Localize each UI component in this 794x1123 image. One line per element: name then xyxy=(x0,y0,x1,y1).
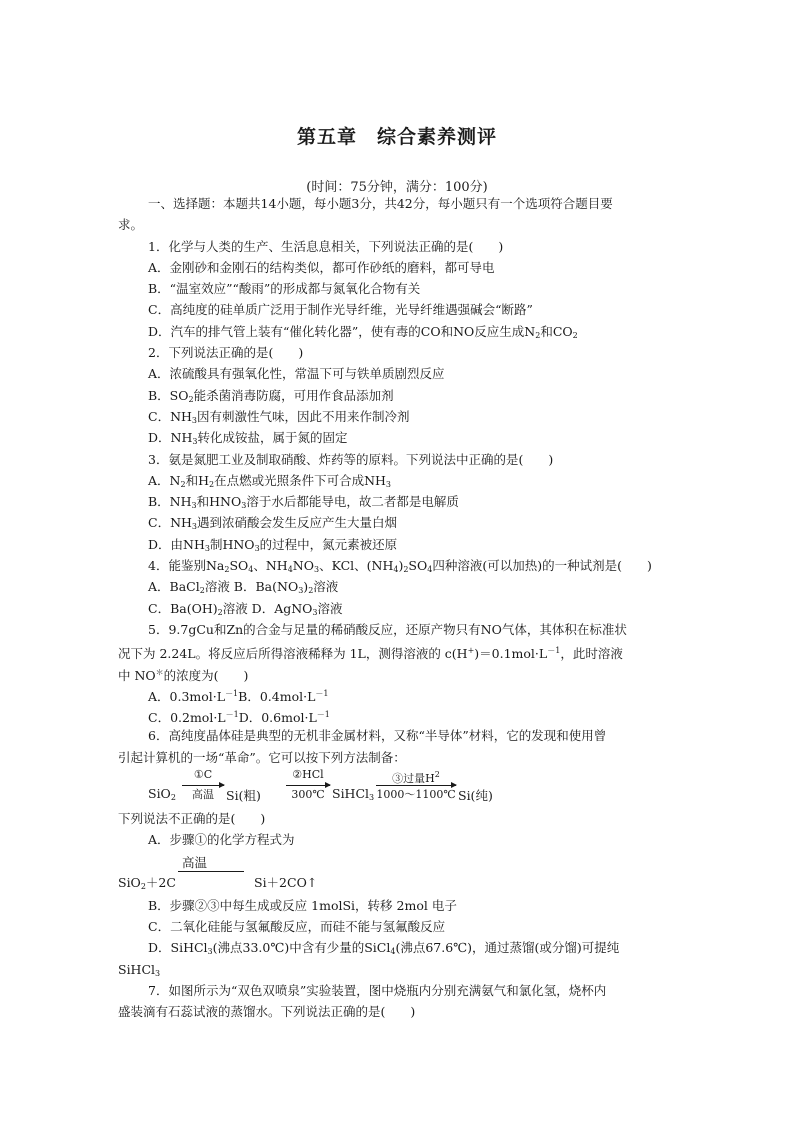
question-body xyxy=(118,193,678,1022)
equation-condition: 高温 xyxy=(182,854,208,870)
equation-right: Si＋2CO↑ xyxy=(254,874,318,890)
question-1-stem: 1．化学与人类的生产、生活息息相关，下列说法正确的是( ) xyxy=(148,238,504,254)
q2-option-d: D．$NH_3$转化成铵盐，属于氮的固定 xyxy=(148,430,348,447)
reaction-chain xyxy=(118,768,678,808)
equation-left: SiO$_2$＋2C xyxy=(118,874,176,891)
q1-option-d: D．汽车的排气管上装有“催化转化器”，使有毒的CO和NO反应生成$N_2$和$CO_2$ xyxy=(148,323,578,340)
chain-si-pure: Si(纯) xyxy=(458,788,493,804)
q2-option-c: C．$NH_3$因有刺激性气味，因此不用来作制冷剂 xyxy=(148,408,410,425)
q3-option-a: A．$N_2$和$H_2$在点燃或光照条件下可合成$NH_3$ xyxy=(148,472,391,489)
q6-option-a: A．步骤①的化学方程式为 xyxy=(148,832,295,848)
chain-sio2: SiO$_2$ xyxy=(148,786,176,803)
q1-option-b: B．“温室效应”“酸雨”的形成都与氮氧化合物有关 xyxy=(148,281,421,297)
question-4-stem: 4．能鉴别$Na_2SO_4$、$NH_4NO_3$、KCl、$(NH_4)_2SO_4$四种溶液(可以加热)的一种试剂是( ) xyxy=(148,558,652,575)
question-5-stem: 5．9.7gCu和Zn的合金与足量的稀硝酸反应，还原产物只有NO气体，其体积在标准状 xyxy=(148,621,627,637)
step1-equation xyxy=(118,851,678,895)
q5-options-ab: A．$0.3mol\cdot L^{-1}B$．$0.4mol\cdot L^{-1}$ xyxy=(148,688,329,704)
question-7-stem: 7．如图所示为“双色双喷泉”实验装置，图中烧瓶内分别充满氨气和氯化氢，烧杯内 xyxy=(148,982,607,998)
q1-option-c: C．高纯度的硅单质广泛用于制作光导纤维，光导纤维遇强碱会“断路” xyxy=(148,302,533,318)
chain-sihcl3: SiHCl$_3$ xyxy=(332,786,375,803)
chain-arrow-3: ③过量$H^2$ 1000～1100℃ xyxy=(376,770,456,802)
question-2-stem: 2．下列说法正确的是( ) xyxy=(148,345,304,361)
q6-option-b: B．步骤②③中每生成或反应 1molSi，转移 2mol 电子 xyxy=(148,897,457,913)
page-title: 第五章 综合素养测评 xyxy=(296,126,497,148)
q2-option-b: B．$SO_2$能杀菌消毒防腐，可用作食品添加剂 xyxy=(148,387,394,404)
q6-option-c: C．二氧化硅能与氢氟酸反应，而硅不能与氢氟酸反应 xyxy=(148,918,446,934)
q6-option-d-cont: SiHCl$_3$ xyxy=(118,961,161,978)
section-heading-cont: 求。 xyxy=(118,217,144,233)
section-heading: 一、选择题：本题共14小题，每小题3分，共42分，每小题只有一个选项符合题目要 xyxy=(148,196,613,211)
equation-bar xyxy=(178,871,244,872)
q4-options-ab: A．BaCl$_2$溶液 B．$Ba(NO_3)_2$溶液 xyxy=(148,579,339,596)
q1-option-a: A．金刚砂和金刚石的结构类似，都可作砂纸的磨料，都可导电 xyxy=(148,259,495,275)
question-3-stem: 3．氨是氮肥工业及制取硝酸、炸药等的原料。下列说法中正确的是( ) xyxy=(148,451,554,467)
q5-options-cd: C．$0.2mol\cdot L^{-1}D$．$0.6mol\cdot L^{-1}$ xyxy=(148,710,330,726)
chain-arrow-2: ②HCl 300℃ xyxy=(286,768,330,802)
exam-info: (时间：75分钟，满分：100分) xyxy=(306,180,488,195)
chain-si-crude: Si(粗) xyxy=(226,788,261,804)
question-6-stem: 6．高纯度晶体硅是典型的无机非金属材料，又称“半导体”材料，它的发现和使用曾 xyxy=(148,728,607,744)
question-7-stem-cont: 盛装滴有石蕊试液的蒸馏水。下列说法正确的是( ) xyxy=(118,1004,416,1020)
chain-arrow-1: ①C 高温 xyxy=(182,768,224,802)
q4-options-cd: C．$Ba(OH)_2$溶液 D．AgNO$_3$溶液 xyxy=(148,600,343,617)
q6-option-d: D．SiHCl$_3$(沸点33.0℃)中含有少量的SiCl$_4$(沸点67.6℃)，通过蒸馏(或分馏)可提纯 xyxy=(148,940,620,957)
q3-option-d: D．由$NH_3$制$HNO_3$的过程中，氮元素被还原 xyxy=(148,536,398,553)
question-6-ask: 下列说法不正确的是( ) xyxy=(118,811,266,827)
question-6-stem-cont: 引起计算机的一场“革命”。它可以按下列方法制备： xyxy=(118,749,406,765)
q3-option-c: C．$NH_3$遇到浓硝酸会发生反应产生大量白烟 xyxy=(148,515,398,532)
question-5-stem-cont: 况下为 2.24L。将反应后所得溶液稀释为 1L，测得溶液的 $c(H^+)=0.1mol\cdot L^{-1}$，此时溶液 xyxy=(118,646,623,662)
question-5-stem-end: 中 NO＊的浓度为( ) xyxy=(118,667,249,683)
q2-option-a: A．浓硫酸具有强氧化性，常温下可与铁单质剧烈反应 xyxy=(148,366,445,382)
q3-option-b: B．$NH_3$和$HNO_3$溶于水后都能导电，故二者都是电解质 xyxy=(148,494,459,511)
